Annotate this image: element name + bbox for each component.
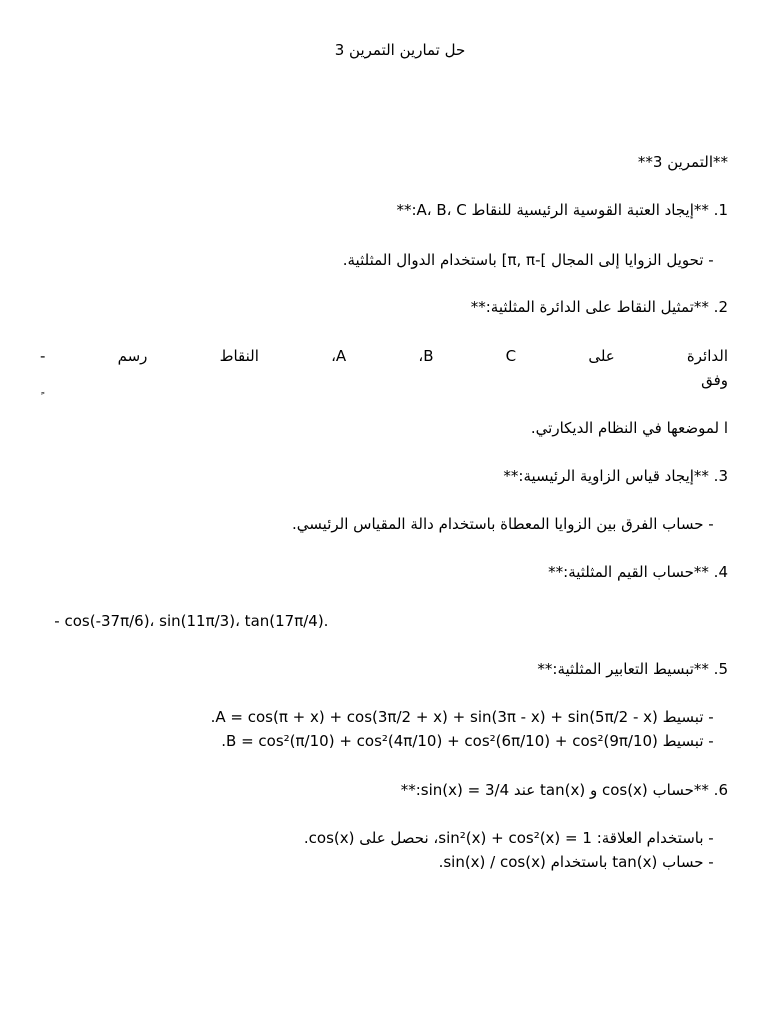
justified-word: النقاط [219, 347, 259, 365]
justified-word: - [40, 347, 46, 365]
justified-word: الدائرة [686, 347, 728, 365]
item-6-bullet-a: - باستخدام العلاقة: sin²(x) + cos²(x) = 1، نحصل على cos(x). [303, 829, 728, 847]
item-4-heading: 4. **حساب القيم المثلثية:** [548, 563, 728, 581]
item-4-bullet: - cos(-37π/6)، sin(11π/3)، tan(17π/4). [40, 612, 329, 630]
item-5-bullet-a: - تبسيط A = cos(π + x) + cos(3π/2 + x) + sin(3π - x) + sin(5π/2 - x). [210, 708, 728, 726]
item-6-bullet-b: - حساب tan(x) باستخدام sin(x) / cos(x). [438, 853, 728, 871]
justified-word: A، [331, 347, 347, 365]
justified-word: رسم [117, 347, 148, 365]
section-heading: **التمرين 3** [637, 153, 728, 171]
justified-word: C [505, 347, 517, 365]
item-3-heading: 3. **إيجاد قياس الزاوية الرئيسية:** [503, 467, 728, 485]
justified-word: على [588, 347, 615, 365]
justified-word: B، [418, 347, 434, 365]
item-5-heading: 5. **تبسيط التعابير المثلثية:** [537, 660, 728, 678]
item-2-bullet-wrap: وفق [701, 371, 728, 389]
item-6-heading: 6. **حساب cos(x) و tan(x) عند sin(x) = 3/4:** [400, 781, 728, 799]
item-2-heading: 2. **تمثيل النقاط على الدائرة المثلثية:** [470, 298, 728, 316]
item-1-bullet: - تحويل الزوايا إلى المجال ]-π, π] باستخدام الدوال المثلثية. [342, 251, 728, 269]
item-2-bullet-justified [40, 346, 728, 366]
item-5-bullet-b: - تبسيط B = cos²(π/10) + cos²(4π/10) + cos²(6π/10) + cos²(9π/10). [221, 732, 728, 750]
item-2-bullet-continuation: ا لموضعها في النظام الديكارتي. [530, 419, 728, 437]
item-1-heading: 1. **إيجاد العتبة القوسية الرئيسية للنقاط A، B، C:** [396, 201, 728, 219]
item-3-bullet: - حساب الفرق بين الزوايا المعطاة باستخدام دالة المقياس الرئيسي. [292, 515, 728, 533]
document-title: حل تمارين التمرين 3 [334, 41, 466, 59]
